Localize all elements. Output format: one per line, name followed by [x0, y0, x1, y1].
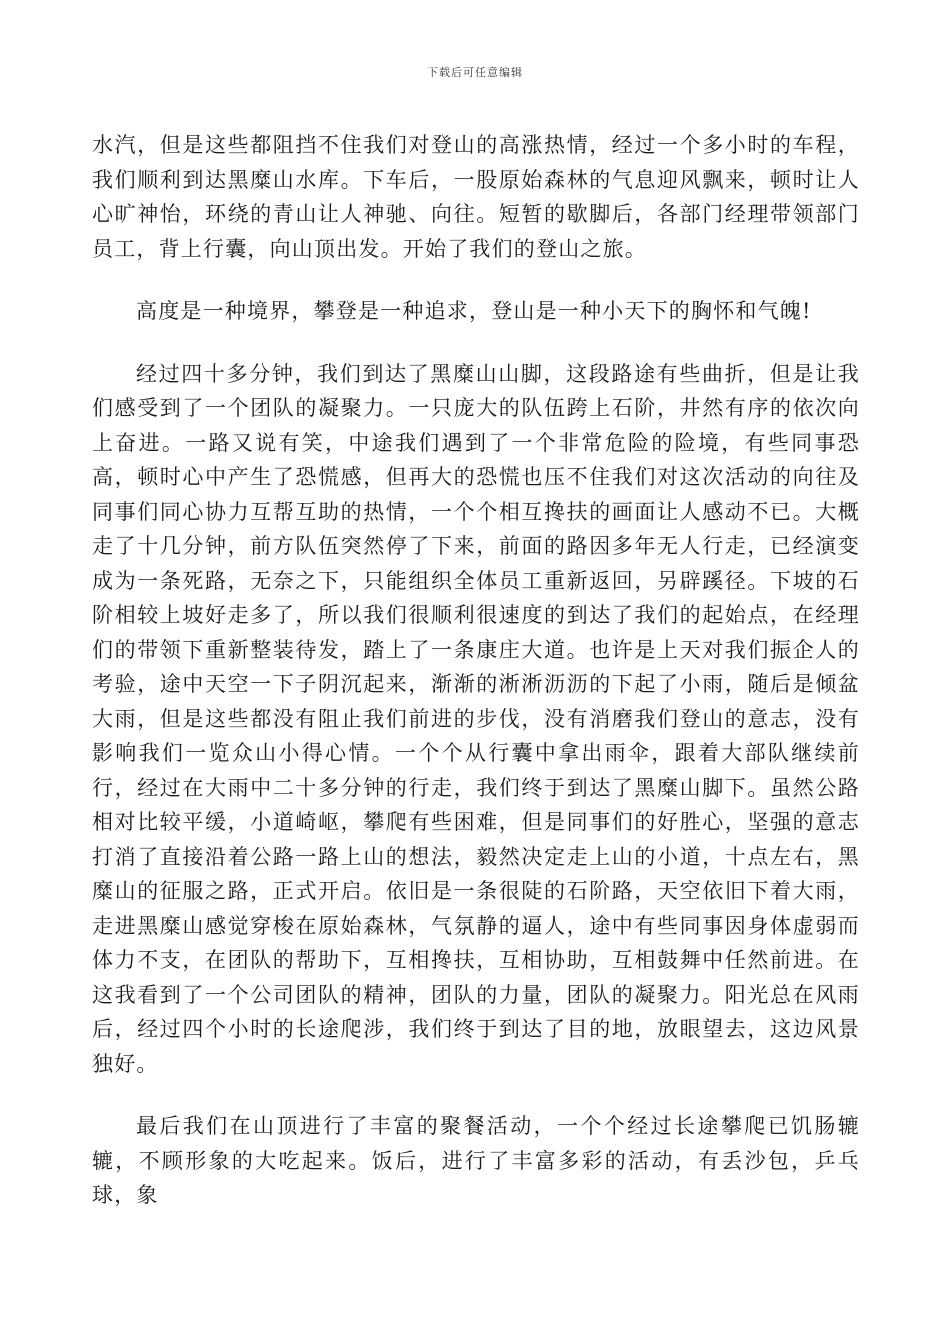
paragraph-motto: 高度是一种境界，攀登是一种追求，登山是一种小天下的胸怀和气魄!	[136, 299, 812, 323]
paragraph-summit-activities: 最后我们在山顶进行了丰富的聚餐活动，一个个经过长途攀爬已饥肠辘辘，不顾形象的大吃起来。饭后，进行了丰富多彩的活动，有丢沙包，乒乓球，象	[92, 1114, 860, 1207]
page-header-note: 下载后可任意编辑	[427, 66, 523, 79]
document-body	[92, 128, 860, 1213]
paragraph-continuation: 水汽，但是这些都阻挡不住我们对登山的高涨热情，经过一个多小时的车程，我们顺利到达黑糜山水库。下车后，一股原始森林的气息迎风飘来，顿时让人心旷神怡，环绕的青山让人神驰、向往。短暂的歇脚后，各部门经理带领部门员工，背上行囊，向山顶出发。开始了我们的登山之旅。	[92, 133, 860, 261]
paragraph-climb-journey: 经过四十多分钟，我们到达了黑糜山山脚，这段路途有些曲折，但是让我们感受到了一个团队的凝聚力。一只庞大的队伍跨上石阶，井然有序的依次向上奋进。一路又说有笑，中途我们遇到了一个非常危险的险境，有些同事恐高，顿时心中产生了恐慌感，但再大的恐慌也压不住我们对这次活动的向往及同事们同心协力互帮互助的热情，一个个相互搀扶的画面让人感动不已。大概走了十几分钟，前方队伍突然停了下来，前面的路因多年无人行走，已经演变成为一条死路，无奈之下，只能组织全体员工重新返回，另辟蹊径。下坡的石阶相较上坡好走多了，所以我们很顺利很速度的到达了我们的起始点，在经理们的带领下重新整装待发，踏上了一条康庄大道。也许是上天对我们振企人的考验，途中天空一下子阴沉起来，渐渐的淅淅沥沥的下起了小雨，随后是倾盆大雨，但是这些都没有阻止我们前进的步伐，没有消磨我们登山的意志，没有影响我们一览众山小得心情。一个个从行囊中拿出雨伞，跟着大部队继续前行，经过在大雨中二十多分钟的行走，我们终于到达了黑糜山脚下。虽然公路相对比较平缓，小道崎岖，攀爬有些困难，但是同事们的好胜心，坚强的意志打消了直接沿着公路一路上山的想法，毅然决定走上山的小道，十点左右，黑糜山的征服之路，正式开启。依旧是一条很陡的石阶路，天空依旧下着大雨，走进黑糜山感觉穿梭在原始森林，气氛静的逼人，途中有些同事因身体虚弱而体力不支，在团队的帮助下，互相搀扶，互相协助，互相鼓舞中任然前进。在这我看到了一个公司团队的精神，团队的力量，团队的凝聚力。阳光总在风雨后，经过四个小时的长途爬涉，我们终于到达了目的地，放眼望去，这边风景独好。	[92, 361, 860, 1076]
